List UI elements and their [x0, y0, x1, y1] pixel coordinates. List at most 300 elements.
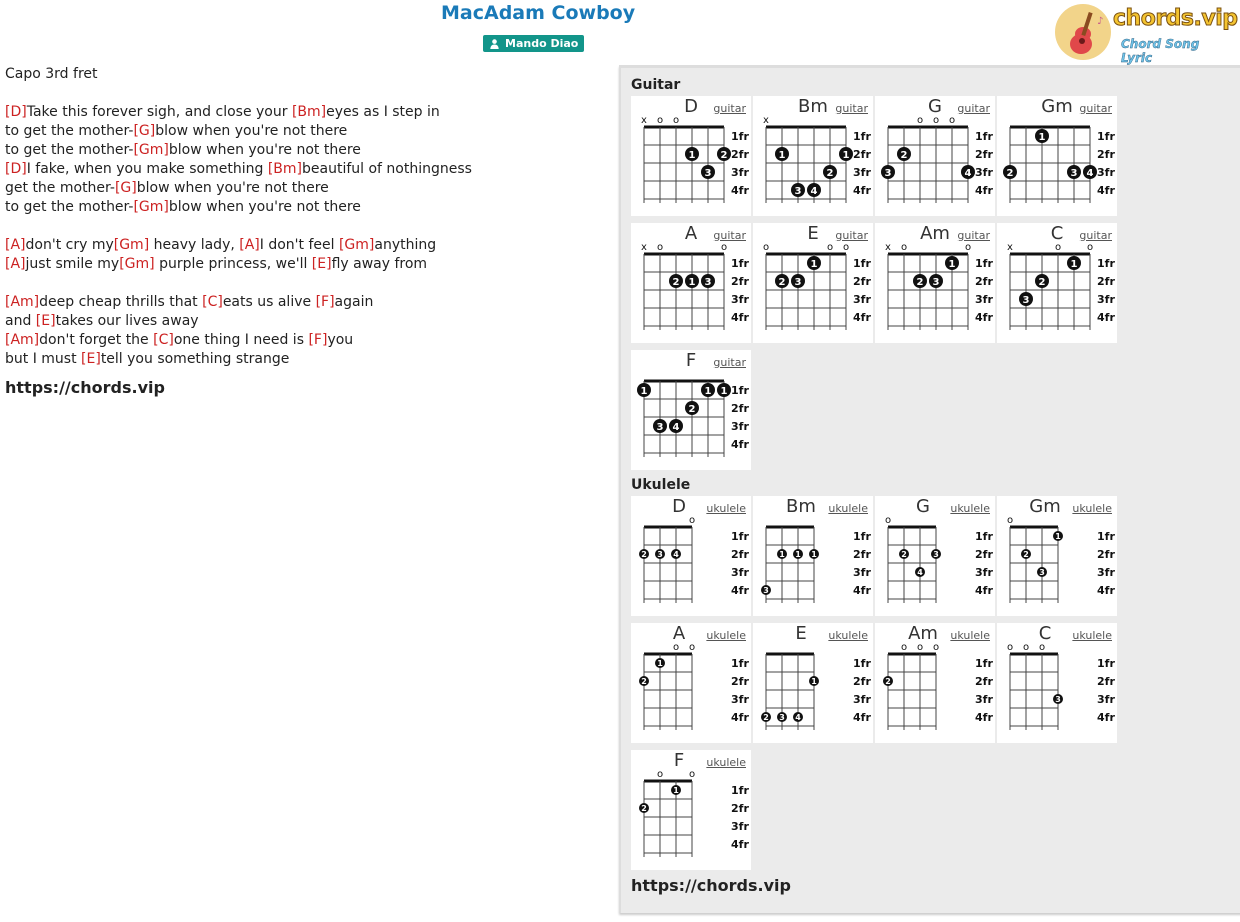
- fret-label: 1fr: [975, 130, 993, 143]
- chord-marker[interactable]: [D]: [5, 161, 27, 177]
- finger-number: 4: [1086, 168, 1094, 179]
- chord-name: C: [1038, 623, 1052, 644]
- finger-number: 3: [704, 168, 712, 179]
- fret-label: 1fr: [731, 657, 749, 670]
- chord-marker[interactable]: [A]: [5, 237, 26, 253]
- finger-number: 3: [1039, 568, 1045, 577]
- chord-name: E: [795, 623, 807, 644]
- fret-label: 2fr: [731, 675, 749, 688]
- finger-number: 1: [704, 386, 712, 397]
- finger-dot: [671, 549, 681, 559]
- lyric-line: [5, 236, 605, 255]
- fret-label: 3fr: [1097, 293, 1115, 306]
- finger-dot: [685, 274, 699, 288]
- finger-dot: [701, 274, 715, 288]
- fret-label: 2fr: [731, 548, 749, 561]
- lyric-text: blow when you're not there: [136, 180, 329, 196]
- finger-dot: [823, 165, 837, 179]
- fret-label: 1fr: [975, 530, 993, 543]
- fret-label: 1fr: [731, 257, 749, 270]
- finger-dot: [1053, 531, 1063, 541]
- finger-number: 2: [901, 550, 907, 559]
- finger-number: 1: [657, 659, 663, 668]
- ukulele-chord-card-g[interactable]: [875, 496, 995, 616]
- chord-name: D: [672, 496, 686, 517]
- fret-label: 3fr: [975, 166, 993, 179]
- finger-number: 3: [1055, 695, 1061, 704]
- finger-number: 2: [763, 713, 769, 722]
- fret-label: 2fr: [1097, 675, 1115, 688]
- lyric-text: but I must: [5, 351, 82, 367]
- finger-number: 1: [673, 786, 679, 795]
- chord-marker[interactable]: [Gm]: [119, 256, 155, 272]
- open-string-marker: o: [656, 769, 664, 780]
- lyric-blank-line: [5, 274, 605, 293]
- finger-dot: [761, 712, 771, 722]
- chord-name: Gm: [1029, 496, 1061, 517]
- fret-label: 2fr: [853, 275, 871, 288]
- fret-label: 4fr: [853, 711, 871, 724]
- fret-label: 1fr: [731, 384, 749, 397]
- chord-marker[interactable]: [G]: [133, 123, 156, 139]
- open-string-marker: o: [656, 115, 664, 126]
- fret-label: 3fr: [731, 693, 749, 706]
- chord-name: F: [685, 350, 697, 371]
- lyric-text: Take this forever sigh, and close your: [26, 104, 292, 120]
- ukulele-link[interactable]: ukulele: [706, 756, 746, 769]
- guitar-link[interactable]: guitar: [835, 229, 868, 242]
- finger-number: 4: [810, 186, 818, 197]
- muted-string-marker: x: [763, 115, 769, 126]
- open-string-marker: o: [1006, 642, 1014, 653]
- fret-label: 1fr: [853, 657, 871, 670]
- finger-dot: [929, 274, 943, 288]
- fret-label: 2fr: [975, 148, 993, 161]
- ukulele-chord-card-c[interactable]: [997, 623, 1117, 743]
- lyric-text: don't forget the: [39, 332, 154, 348]
- guitar-chord-card-gm[interactable]: [997, 96, 1117, 216]
- finger-dot: [839, 147, 853, 161]
- finger-dot: [639, 549, 649, 559]
- finger-number: 2: [688, 404, 696, 415]
- finger-dot: [701, 165, 715, 179]
- ukulele-chord-card-d[interactable]: [631, 496, 751, 616]
- ukulele-chord-card-a[interactable]: [631, 623, 751, 743]
- finger-number: 1: [795, 550, 801, 559]
- chord-marker[interactable]: [A]: [5, 256, 26, 272]
- ukulele-chord-card-am[interactable]: [875, 623, 995, 743]
- fret-label: 2fr: [975, 548, 993, 561]
- fret-label: 4fr: [975, 311, 993, 324]
- finger-dot: [655, 658, 665, 668]
- finger-dot: [793, 549, 803, 559]
- fret-label: 2fr: [731, 275, 749, 288]
- open-string-marker: o: [656, 242, 664, 253]
- guitar-chord-card-f[interactable]: [631, 350, 751, 470]
- logo-subtitle: Chord Song Lyric: [1121, 37, 1200, 65]
- finger-number: 2: [720, 150, 728, 161]
- fret-label: 2fr: [1097, 148, 1115, 161]
- chord-marker[interactable]: [Gm]: [338, 237, 375, 253]
- guitar-chord-card-e[interactable]: [753, 223, 873, 343]
- finger-number: 2: [885, 677, 891, 686]
- chord-marker[interactable]: [E]: [35, 313, 56, 329]
- finger-number: 1: [810, 259, 818, 270]
- chord-marker[interactable]: [Gm]: [113, 237, 150, 253]
- fret-label: 3fr: [975, 693, 993, 706]
- fret-label: 3fr: [853, 293, 871, 306]
- finger-number: 1: [688, 150, 696, 161]
- ukulele-link[interactable]: ukulele: [1072, 629, 1112, 642]
- lyric-text: one thing I need is: [173, 332, 309, 348]
- finger-dot: [1035, 274, 1049, 288]
- chord-name: A: [684, 223, 698, 244]
- fret-label: 2fr: [975, 675, 993, 688]
- finger-number: 1: [1070, 259, 1078, 270]
- finger-dot: [791, 183, 805, 197]
- muted-string-marker: x: [885, 242, 891, 253]
- song-title: MacAdam Cowboy: [441, 2, 636, 24]
- finger-dot: [717, 147, 731, 161]
- finger-dot: [809, 549, 819, 559]
- finger-number: 4: [917, 568, 923, 577]
- guitar-chord-card-am[interactable]: [875, 223, 995, 343]
- finger-number: 4: [672, 422, 680, 433]
- open-string-marker: o: [688, 515, 696, 526]
- fret-label: 3fr: [853, 693, 871, 706]
- chord-name: Am: [908, 623, 938, 644]
- chord-marker[interactable]: [F]: [315, 294, 335, 310]
- guitar-link[interactable]: guitar: [713, 229, 746, 242]
- site-logo[interactable]: [1053, 3, 1238, 65]
- chord-marker[interactable]: [A]: [239, 237, 260, 253]
- finger-dot: [639, 676, 649, 686]
- muted-string-marker: x: [641, 115, 647, 126]
- open-string-marker: o: [932, 115, 940, 126]
- finger-number: 2: [1006, 168, 1014, 179]
- finger-dot: [915, 567, 925, 577]
- lyric-text: takes our lives away: [55, 313, 199, 329]
- fret-label: 3fr: [1097, 166, 1115, 179]
- open-string-marker: o: [1022, 642, 1030, 653]
- fret-label: 3fr: [975, 566, 993, 579]
- open-string-marker: o: [720, 242, 728, 253]
- open-string-marker: o: [842, 242, 850, 253]
- ukulele-chord-card-e[interactable]: [753, 623, 873, 743]
- fret-label: 4fr: [975, 184, 993, 197]
- open-string-marker: o: [688, 769, 696, 780]
- fret-label: 2fr: [1097, 275, 1115, 288]
- lyric-text: and: [5, 313, 36, 329]
- fret-label: 1fr: [853, 257, 871, 270]
- finger-dot: [1083, 165, 1097, 179]
- fret-label: 1fr: [1097, 530, 1115, 543]
- artist-badge[interactable]: [483, 35, 584, 52]
- fret-label: 3fr: [731, 420, 749, 433]
- finger-dot: [945, 256, 959, 270]
- finger-number: 2: [1023, 550, 1029, 559]
- finger-dot: [883, 676, 893, 686]
- logo-text: chords.vip: [1113, 6, 1238, 31]
- chord-name: E: [807, 223, 819, 244]
- finger-dot: [777, 712, 787, 722]
- finger-number: 3: [933, 550, 939, 559]
- finger-dot: [1037, 567, 1047, 577]
- finger-dot: [931, 549, 941, 559]
- open-string-marker: o: [884, 515, 892, 526]
- fret-label: 4fr: [975, 711, 993, 724]
- fret-label: 2fr: [731, 148, 749, 161]
- chord-name: D: [684, 96, 698, 117]
- guitar-link[interactable]: guitar: [713, 102, 746, 115]
- open-string-marker: o: [916, 115, 924, 126]
- fret-label: 1fr: [975, 257, 993, 270]
- fret-label: 1fr: [1097, 257, 1115, 270]
- finger-number: 3: [1022, 295, 1030, 306]
- muted-string-marker: x: [641, 242, 647, 253]
- open-string-marker: o: [672, 115, 680, 126]
- ukulele-chord-card-f[interactable]: [631, 750, 751, 870]
- chord-name: G: [928, 96, 942, 117]
- chord-marker[interactable]: [D]: [5, 104, 27, 120]
- fret-label: 4fr: [1097, 711, 1115, 724]
- guitar-chord-card-bm[interactable]: [753, 96, 873, 216]
- fret-label: 2fr: [731, 402, 749, 415]
- fret-label: 4fr: [731, 438, 749, 451]
- finger-number: 3: [884, 168, 892, 179]
- lyric-text: heavy lady,: [149, 237, 240, 253]
- finger-dot: [897, 147, 911, 161]
- user-icon: [490, 39, 499, 49]
- open-string-marker: o: [948, 115, 956, 126]
- fret-label: 2fr: [853, 548, 871, 561]
- finger-number: 1: [948, 259, 956, 270]
- fret-label: 4fr: [731, 838, 749, 851]
- fret-label: 1fr: [853, 130, 871, 143]
- svg-text:♪: ♪: [1097, 16, 1104, 27]
- ukulele-link[interactable]: ukulele: [950, 502, 990, 515]
- chord-name: Gm: [1041, 96, 1073, 117]
- fret-label: 4fr: [731, 311, 749, 324]
- finger-number: 2: [778, 277, 786, 288]
- muted-string-marker: x: [1007, 242, 1013, 253]
- finger-dot: [777, 549, 787, 559]
- ukulele-link[interactable]: ukulele: [828, 502, 868, 515]
- chord-name: Bm: [798, 96, 828, 117]
- finger-number: 2: [641, 804, 647, 813]
- finger-dot: [717, 383, 731, 397]
- chord-marker[interactable]: [E]: [311, 256, 332, 272]
- guitar-chord-card-d[interactable]: [631, 96, 751, 216]
- lyric-line: [5, 331, 605, 350]
- chord-name: C: [1050, 223, 1064, 244]
- chord-marker[interactable]: [F]: [308, 332, 328, 348]
- ukulele-link[interactable]: ukulele: [1072, 502, 1112, 515]
- finger-dot: [1003, 165, 1017, 179]
- lyric-text: fly away from: [331, 256, 428, 272]
- lyric-text: eats us alive: [222, 294, 316, 310]
- chord-marker[interactable]: [Bm]: [267, 161, 302, 177]
- open-string-marker: o: [900, 642, 908, 653]
- open-string-marker: o: [688, 642, 696, 653]
- fret-label: 1fr: [853, 530, 871, 543]
- fret-label: 4fr: [1097, 184, 1115, 197]
- panel-site-url[interactable]: https://chords.vip: [631, 876, 791, 895]
- lyric-text: don't cry my: [25, 237, 114, 253]
- fret-label: 4fr: [853, 311, 871, 324]
- fret-label: 1fr: [731, 530, 749, 543]
- finger-number: 1: [1055, 532, 1061, 541]
- finger-dot: [1021, 549, 1031, 559]
- chord-marker[interactable]: [Am]: [5, 332, 40, 348]
- chord-marker[interactable]: [C]: [153, 332, 174, 348]
- finger-dot: [1067, 165, 1081, 179]
- finger-number: 3: [657, 550, 663, 559]
- fret-label: 3fr: [853, 566, 871, 579]
- chord-name: G: [916, 496, 930, 517]
- finger-dot: [791, 274, 805, 288]
- finger-number: 2: [916, 277, 924, 288]
- finger-dot: [961, 165, 975, 179]
- fret-label: 4fr: [1097, 311, 1115, 324]
- lyrics-section: [5, 65, 605, 397]
- ukulele-link[interactable]: ukulele: [950, 629, 990, 642]
- open-string-marker: o: [1006, 515, 1014, 526]
- open-string-marker: o: [964, 242, 972, 253]
- chord-marker[interactable]: [Am]: [5, 294, 40, 310]
- finger-dot: [669, 419, 683, 433]
- finger-dot: [655, 549, 665, 559]
- fret-label: 2fr: [1097, 548, 1115, 561]
- lyric-text: tell you something strange: [100, 351, 290, 367]
- chord-marker[interactable]: [Gm]: [133, 199, 169, 215]
- finger-number: 1: [720, 386, 728, 397]
- open-string-marker: o: [826, 242, 834, 253]
- finger-number: 4: [795, 713, 801, 722]
- finger-number: 3: [1070, 168, 1078, 179]
- finger-number: 2: [672, 277, 680, 288]
- guitar-link[interactable]: guitar: [957, 102, 990, 115]
- chord-marker[interactable]: [Bm]: [291, 104, 327, 120]
- chord-name: Am: [920, 223, 950, 244]
- fret-label: 2fr: [731, 802, 749, 815]
- fret-label: 3fr: [1097, 566, 1115, 579]
- finger-number: 2: [900, 150, 908, 161]
- finger-number: 1: [688, 277, 696, 288]
- ukulele-link[interactable]: ukulele: [706, 629, 746, 642]
- ukulele-chord-card-bm[interactable]: [753, 496, 873, 616]
- lyric-line: [5, 122, 605, 141]
- finger-number: 1: [1038, 132, 1046, 143]
- chord-name: A: [672, 623, 686, 644]
- finger-number: 2: [641, 677, 647, 686]
- fret-label: 4fr: [853, 184, 871, 197]
- chord-marker[interactable]: [C]: [202, 294, 223, 310]
- lyric-line: [5, 160, 605, 179]
- lyric-text: get the mother-: [5, 180, 115, 196]
- fret-label: 4fr: [853, 584, 871, 597]
- lyrics-site-url[interactable]: https://chords.vip: [5, 378, 165, 397]
- fret-label: 3fr: [731, 166, 749, 179]
- open-string-marker: o: [1086, 242, 1094, 253]
- lyric-text: deep cheap thrills that: [39, 294, 203, 310]
- fret-label: 4fr: [731, 711, 749, 724]
- guitar-link[interactable]: guitar: [835, 102, 868, 115]
- guitar-chord-card-g[interactable]: [875, 96, 995, 216]
- fret-label: 4fr: [975, 584, 993, 597]
- finger-dot: [637, 383, 651, 397]
- open-string-marker: o: [916, 642, 924, 653]
- guitar-logo-icon: [1055, 4, 1111, 60]
- fret-label: 1fr: [731, 130, 749, 143]
- lyric-line: [5, 179, 605, 198]
- fret-label: 4fr: [1097, 584, 1115, 597]
- ukulele-link[interactable]: ukulele: [706, 502, 746, 515]
- ukulele-chord-card-gm[interactable]: [997, 496, 1117, 616]
- finger-number: 3: [794, 277, 802, 288]
- fret-label: 3fr: [731, 566, 749, 579]
- chord-marker[interactable]: [Gm]: [133, 142, 169, 158]
- fret-label: 2fr: [975, 275, 993, 288]
- finger-number: 1: [811, 677, 817, 686]
- finger-number: 1: [842, 150, 850, 161]
- guitar-link[interactable]: guitar: [1079, 102, 1112, 115]
- finger-number: 3: [656, 422, 664, 433]
- lyric-text: again: [334, 294, 374, 310]
- fret-label: 3fr: [731, 820, 749, 833]
- finger-dot: [639, 803, 649, 813]
- finger-dot: [1053, 694, 1063, 704]
- ukulele-link[interactable]: ukulele: [828, 629, 868, 642]
- finger-number: 1: [811, 550, 817, 559]
- lyric-line: [5, 141, 605, 160]
- finger-number: 3: [794, 186, 802, 197]
- finger-number: 1: [640, 386, 648, 397]
- finger-number: 2: [641, 550, 647, 559]
- finger-dot: [1019, 292, 1033, 306]
- lyric-text: blow when you're not there: [168, 142, 361, 158]
- chord-diagrams-panel: [619, 65, 1240, 913]
- finger-dot: [807, 256, 821, 270]
- open-string-marker: o: [932, 642, 940, 653]
- finger-dot: [1035, 129, 1049, 143]
- fret-label: 1fr: [1097, 657, 1115, 670]
- fret-label: 3fr: [975, 293, 993, 306]
- guitar-chord-card-a[interactable]: [631, 223, 751, 343]
- finger-dot: [701, 383, 715, 397]
- finger-dot: [685, 401, 699, 415]
- guitar-link[interactable]: guitar: [957, 229, 990, 242]
- lyric-text: I don't feel: [259, 237, 339, 253]
- lyric-text: beautiful of nothingness: [302, 161, 472, 177]
- finger-dot: [775, 274, 789, 288]
- fret-label: 1fr: [1097, 130, 1115, 143]
- fret-label: 2fr: [853, 675, 871, 688]
- chord-marker[interactable]: [E]: [81, 351, 101, 367]
- lyric-text: anything: [374, 237, 437, 253]
- guitar-chord-card-c[interactable]: [997, 223, 1117, 343]
- fret-label: 1fr: [975, 657, 993, 670]
- guitar-link[interactable]: guitar: [713, 356, 746, 369]
- chord-marker[interactable]: [G]: [114, 180, 137, 196]
- finger-dot: [1067, 256, 1081, 270]
- finger-dot: [793, 712, 803, 722]
- guitar-link[interactable]: guitar: [1079, 229, 1112, 242]
- open-string-marker: o: [762, 242, 770, 253]
- finger-number: 3: [704, 277, 712, 288]
- open-string-marker: o: [1038, 642, 1046, 653]
- finger-dot: [671, 785, 681, 795]
